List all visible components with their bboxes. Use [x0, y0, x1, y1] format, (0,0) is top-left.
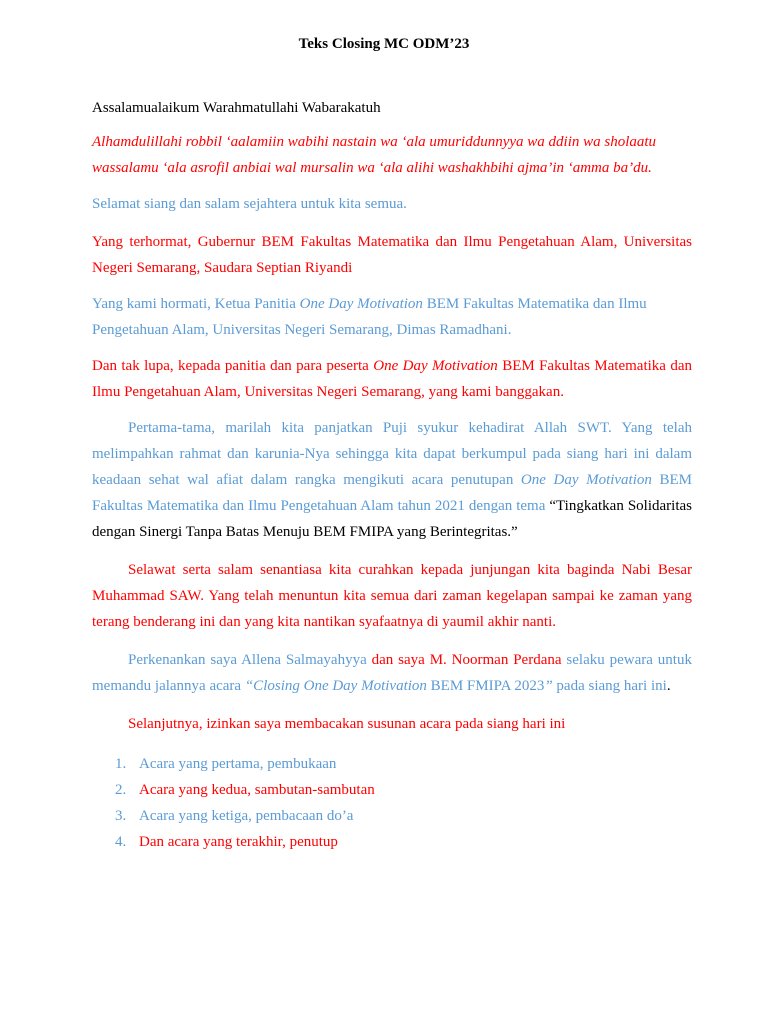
panitia-event-name: One Day Motivation — [373, 358, 498, 374]
document-title: Teks Closing MC ODM’23 — [298, 36, 470, 52]
perkenankan-event-name: “Closing One Day Motivation — [244, 678, 427, 694]
paragraph-pertama — [92, 415, 692, 545]
pertama-event-name: One Day Motivation — [520, 472, 652, 488]
agenda-item — [92, 829, 692, 855]
panitia-text-a: Dan tak lupa, kepada panitia dan para peserta — [92, 358, 374, 374]
agenda-text: Dan acara yang terakhir, penutup — [139, 834, 338, 850]
agenda-text: Acara yang kedua, sambutan-sambutan — [139, 782, 375, 798]
paragraph-panitia — [92, 353, 692, 405]
agenda-text: Acara yang ketiga, pembacaan do’a — [139, 808, 354, 824]
salam-siang: Selamat siang dan salam sejahtera untuk kita semua. — [92, 196, 407, 212]
agenda-number: 2. — [115, 782, 127, 798]
perkenankan-text-a: Perkenankan saya Allena Salmayahyya — [128, 652, 372, 668]
paragraph-selanjutnya: Selanjutnya, izinkan saya membacakan susunan acara pada siang hari ini — [128, 716, 566, 732]
agenda-number: 4. — [115, 834, 127, 850]
perkenankan-close-quote: ” — [544, 678, 553, 694]
agenda-item — [92, 803, 692, 829]
agenda-item — [92, 751, 692, 777]
perkenankan-text-d: pada siang hari ini — [552, 678, 667, 694]
ketua-text-b: BEM Fakultas Matematika dan Ilmu Pengetahuan Alam, Universitas Negeri Semarang, Dimas Ramadhani. — [92, 296, 647, 338]
pertama-text-a: Pertama-tama, marilah kita panjatkan Puji syukur kehadirat Allah SWT. Yang telah melimpahkan rahmat dan karunia-Nya sehingga kita dapat berkumpul pada siang hari ini dalam keadaan sehat wal afiat dalam rangka mengikuti acara penutupan — [92, 420, 692, 488]
perkenankan-text-b: selaku pewara untuk memandu jalannya acara — [92, 652, 692, 694]
arabic-opening: Alhamdulillahi robbil ‘aalamiin wabihi nastain wa ‘ala umuriddunnyya wa ddiin wa sholaatu wassalamu ‘ala asrofil anbiai wal mursalin wa ‘ala alihi washakhbihi ajma’in ‘amma ba’du. — [92, 134, 657, 176]
pertama-tema: “Tingkatkan Solidaritas dengan Sinergi Tanpa Batas Menuju BEM FMIPA yang Berintegritas.” — [92, 498, 692, 540]
perkenankan-text-c: BEM FMIPA 2023 — [426, 678, 545, 694]
paragraph-perkenankan — [92, 647, 692, 699]
agenda-number: 3. — [115, 808, 127, 824]
ketua-event-name: One Day Motivation — [299, 296, 423, 312]
panitia-text-b: BEM Fakultas Matematika dan Ilmu Pengetahuan Alam, Universitas Negeri Semarang, yang kami banggakan. — [92, 358, 692, 400]
greeting: Assalamualaikum Warahmatullahi Wabarakatuh — [92, 100, 381, 116]
paragraph-ketua — [92, 291, 692, 343]
perkenankan-period: . — [666, 678, 671, 694]
paragraph-selawat: Selawat serta salam senantiasa kita curahkan kepada junjungan kita baginda Nabi Besar Muhammad SAW. Yang telah menuntun kita semua dari zaman kegelapan sampai ke zaman yang terang benderang ini dan yang kita nantikan syafaatnya di yaumil akhir nanti. — [92, 562, 692, 630]
document-body — [92, 95, 692, 855]
ketua-text-a: Yang kami hormati, Ketua Panitia — [92, 296, 300, 312]
agenda-item — [92, 777, 692, 803]
agenda-text: Acara yang pertama, pembukaan — [139, 756, 337, 772]
agenda-list — [92, 751, 692, 855]
pertama-text-b: BEM Fakultas Matematika dan Ilmu Pengetahuan Alam tahun 2021 dengan tema — [92, 472, 692, 514]
agenda-number: 1. — [115, 756, 127, 772]
perkenankan-partner-name: dan saya M. Noorman Perdana — [371, 652, 562, 668]
paragraph-gubernur: Yang terhormat, Gubernur BEM Fakultas Matematika dan Ilmu Pengetahuan Alam, Universitas Negeri Semarang, Saudara Septian Riyandi — [92, 234, 692, 276]
